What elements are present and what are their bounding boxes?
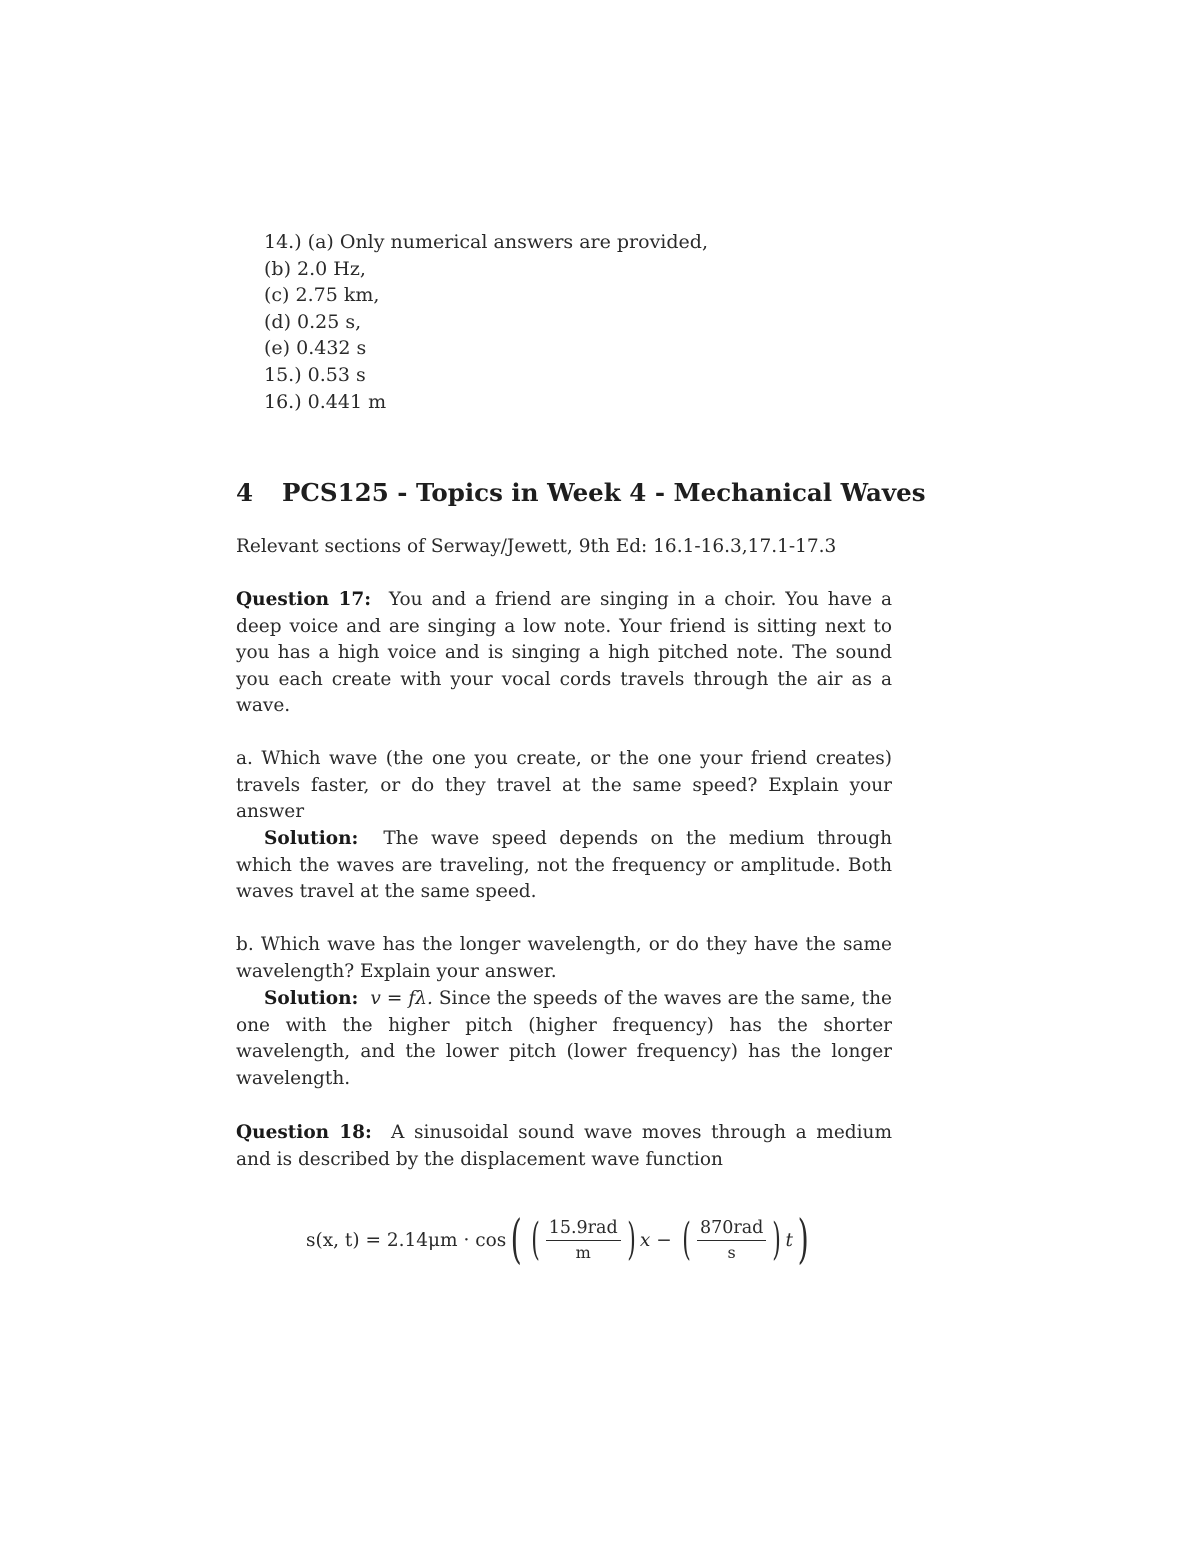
- question-17-part-a: a. Which wave (the one you create, or the one your friend creates) travels faster, or do they travel at the same speed? Explain your answer: [236, 748, 892, 822]
- question-18: [236, 1120, 892, 1173]
- section-number: 4: [236, 478, 254, 507]
- solution-b-text: Since the speeds of the waves are the same, the one with the higher pitch (higher frequency) has the shorter wavelength, and the lower pitch (lower frequency) has the longer wavelength.: [236, 988, 892, 1089]
- question-17-text: You and a friend are singing in a choir. You have a deep voice and are singing a low note. Your friend is sitting next to you has a high voice and is singing a high pitched note. The sound you each create with your vocal cords travels through the air as a wave.: [236, 589, 892, 716]
- question-17: [236, 587, 892, 720]
- close-paren: ): [797, 1210, 809, 1270]
- question-17-solution-b: [236, 986, 892, 1092]
- angular-frequency-denominator: s: [727, 1243, 736, 1262]
- wavenumber-numerator: 15.9rad: [546, 1218, 621, 1241]
- solution-label: Solution:: [264, 828, 359, 849]
- question-18-label: Question 18:: [236, 1122, 372, 1143]
- close-paren: ): [772, 1214, 782, 1265]
- wave-speed-formula: v = fλ.: [370, 988, 433, 1009]
- question-17-label: Question 17:: [236, 589, 372, 610]
- section-title: PCS125 - Topics in Week 4 - Mechanical Waves: [282, 478, 926, 507]
- solution-label: Solution:: [264, 988, 359, 1009]
- equation-t-variable: t: [785, 1229, 793, 1251]
- relevant-sections: Relevant sections of Serway/Jewett, 9th Ed: 16.1-16.3,17.1-17.3: [236, 536, 837, 557]
- solution-a-text: The wave speed depends on the medium through which the waves are traveling, not the frequency or amplitude. Both waves travel at the same speed.: [236, 828, 892, 902]
- section-heading: [236, 478, 925, 507]
- equation-minus: −: [656, 1229, 672, 1251]
- wavenumber-fraction: [546, 1218, 621, 1262]
- answer-line: 15.) 0.53 s: [264, 363, 366, 386]
- displacement-wave-equation: [306, 1200, 813, 1280]
- equation-x-variable: x: [639, 1229, 651, 1251]
- answer-line: 16.) 0.441 m: [264, 390, 387, 413]
- question-17-part-b: b. Which wave has the longer wavelength, or do they have the same wavelength? Explain your answer.: [236, 934, 892, 982]
- question-18-text: A sinusoidal sound wave moves through a medium and is described by the displacement wave function: [236, 1122, 892, 1170]
- open-paren: (: [682, 1214, 691, 1265]
- close-paren: ): [626, 1214, 636, 1265]
- open-paren: (: [510, 1210, 522, 1270]
- equation-lhs: s(x, t) = 2.14μm · cos: [306, 1229, 507, 1251]
- angular-frequency-fraction: [697, 1218, 766, 1262]
- answer-line: (d) 0.25 s,: [264, 310, 362, 333]
- open-paren: (: [530, 1214, 540, 1265]
- angular-frequency-numerator: 870rad: [697, 1218, 766, 1241]
- answer-line: (b) 2.0 Hz,: [264, 257, 366, 280]
- question-17-solution-a: [236, 826, 892, 906]
- answer-line: (c) 2.75 km,: [264, 284, 380, 307]
- previous-answers-list: [264, 229, 708, 415]
- wavenumber-denominator: m: [575, 1243, 591, 1262]
- answer-line: (e) 0.432 s: [264, 337, 367, 360]
- answer-line: 14.) (a) Only numerical answers are provided,: [264, 231, 708, 253]
